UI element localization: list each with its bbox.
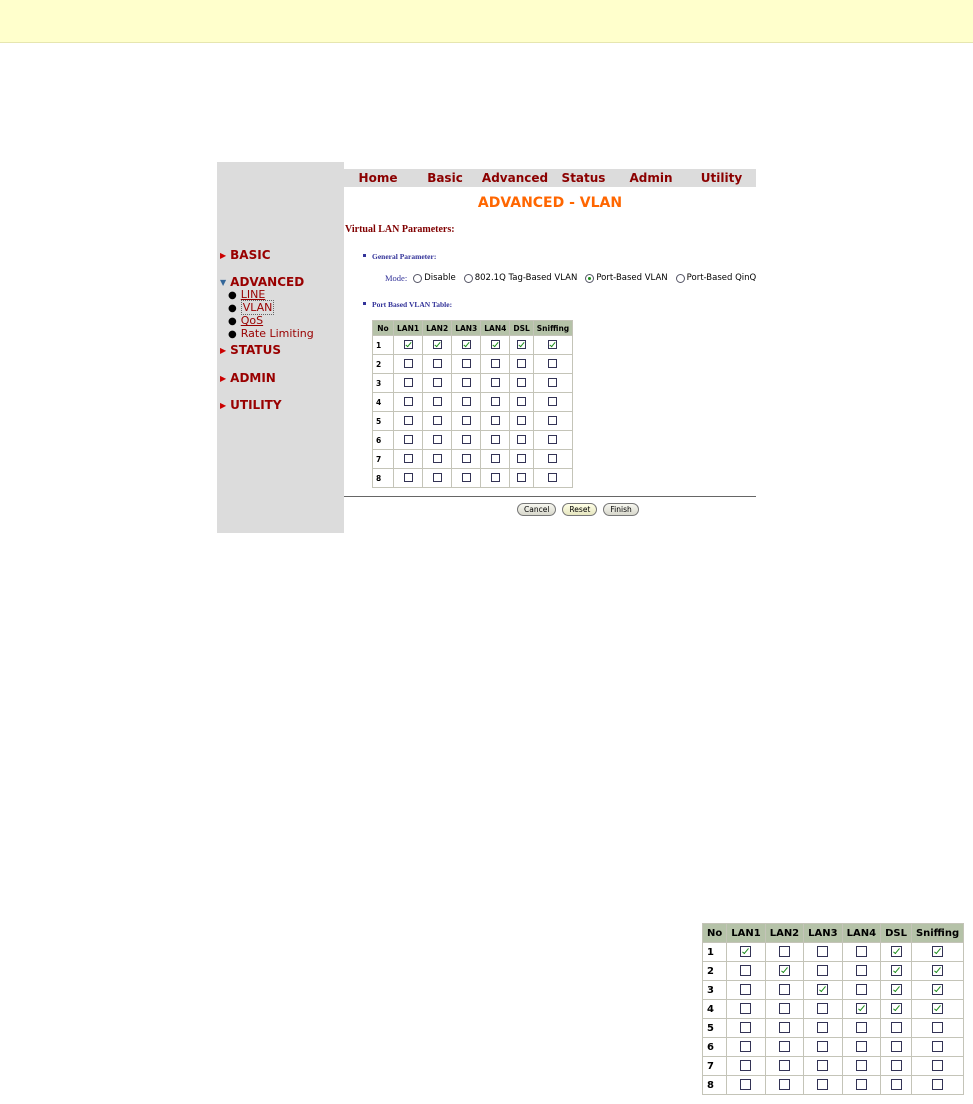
table-cell [481,431,509,449]
table-cell [534,450,572,468]
checkbox[interactable] [891,1041,902,1052]
table-cell [394,374,422,392]
table-cell [534,355,572,373]
checkbox[interactable] [517,397,526,406]
column-header: DSL [881,924,911,942]
table-row [703,1076,963,1094]
table-cell [881,1057,911,1075]
table-cell [843,1057,880,1075]
checkbox[interactable] [404,359,413,368]
row-number: 1 [373,336,393,354]
table-cell [452,374,480,392]
table-cell [843,943,880,961]
checkbox[interactable] [491,435,500,444]
table-cell [510,450,532,468]
table-cell [394,412,422,430]
radio-button-selected[interactable] [585,274,594,283]
column-header: LAN2 [766,924,803,942]
table-cell [766,1057,803,1075]
table-cell [452,450,480,468]
checkbox[interactable] [856,946,867,957]
table-cell [727,981,764,999]
checkbox[interactable] [491,473,500,482]
table-cell [510,412,532,430]
checkbox[interactable] [932,1060,943,1071]
sidebar-item-advanced[interactable] [220,275,304,289]
checkbox[interactable] [548,473,557,482]
row-number: 4 [373,393,393,411]
arrow-right-icon: ▶ [220,346,227,355]
table-row [373,374,572,392]
checkbox[interactable] [517,359,526,368]
checkbox[interactable] [491,397,500,406]
row-number: 8 [703,1076,726,1094]
table-cell [534,469,572,487]
port-vlan-table-container [372,320,573,488]
checkbox[interactable] [548,454,557,463]
checkbox[interactable] [462,416,471,425]
sidebar-subitem-vlan[interactable]: ● VLAN [228,301,273,314]
sidebar-subitem-qos[interactable]: ● QoS [228,314,264,327]
sidebar-item-label: STATUS [230,343,281,357]
column-header: LAN2 [423,321,451,335]
checkbox[interactable] [404,435,413,444]
table-cell [510,393,532,411]
document-header-band [0,0,973,43]
checkbox[interactable] [817,1079,828,1090]
column-header: LAN1 [394,321,422,335]
checkbox[interactable] [817,1060,828,1071]
checkbox-checked[interactable] [740,946,751,957]
row-number: 7 [703,1057,726,1075]
table-cell [804,1057,841,1075]
arrow-down-icon: ▼ [220,278,227,287]
table-cell [423,450,451,468]
table-cell [481,393,509,411]
checkbox[interactable] [779,1079,790,1090]
checkbox-checked[interactable] [517,340,526,349]
column-header: No [703,924,726,942]
table-cell [912,943,963,961]
arrow-right-icon: ▶ [220,401,227,410]
checkbox-checked[interactable] [932,965,943,976]
general-parameter-heading: General Parameter: [363,252,436,261]
table-cell [727,1000,764,1018]
table-cell [766,1019,803,1037]
table-cell [423,412,451,430]
table-cell [727,962,764,980]
reset-button[interactable]: Reset [562,503,597,516]
checkbox[interactable] [548,416,557,425]
table-cell [534,431,572,449]
sidebar-item-label: ADVANCED [230,275,305,289]
table-cell [912,1038,963,1056]
checkbox[interactable] [740,1022,751,1033]
table-row [703,962,963,980]
table-cell [510,374,532,392]
checkbox[interactable] [517,454,526,463]
table-cell [881,1000,911,1018]
table-cell [452,469,480,487]
table-cell [766,981,803,999]
checkbox-checked[interactable] [548,340,557,349]
column-header: LAN1 [727,924,764,942]
table-row [703,1019,963,1037]
checkbox[interactable] [856,1079,867,1090]
column-header: LAN3 [452,321,480,335]
checkbox-checked[interactable] [891,965,902,976]
sidebar-item-label: BASIC [230,248,271,262]
table-cell [423,469,451,487]
section-title: Virtual LAN Parameters: [345,224,455,235]
table-cell [510,469,532,487]
button-bar [517,503,639,516]
checkbox[interactable] [517,378,526,387]
table-row [373,469,572,487]
checkbox-checked[interactable] [932,1003,943,1014]
checkbox[interactable] [779,946,790,957]
nav-status[interactable]: Status [561,171,606,185]
checkbox-checked[interactable] [891,1003,902,1014]
router-web-ui-screenshot [217,162,756,533]
checkbox[interactable] [740,965,751,976]
checkbox[interactable] [779,984,790,995]
table-cell [804,1038,841,1056]
table-cell [452,393,480,411]
checkbox-checked[interactable] [404,340,413,349]
column-header: DSL [510,321,532,335]
table-row [373,450,572,468]
table-cell [727,943,764,961]
table-cell [394,355,422,373]
bullet-icon: ● [228,316,237,327]
table-cell [452,355,480,373]
table-cell [843,981,880,999]
checkbox[interactable] [891,1079,902,1090]
checkbox[interactable] [404,416,413,425]
table-cell [452,431,480,449]
checkbox[interactable] [491,378,500,387]
bullet-icon: ● [228,303,237,314]
checkbox[interactable] [433,435,442,444]
table-cell [534,393,572,411]
table-cell [912,1076,963,1094]
checkbox[interactable] [462,473,471,482]
checkbox[interactable] [433,397,442,406]
checkbox-checked[interactable] [932,984,943,995]
checkbox[interactable] [433,416,442,425]
row-number: 6 [703,1038,726,1056]
sidebar-item-basic[interactable] [220,248,271,262]
checkbox[interactable] [462,378,471,387]
table-cell [912,1057,963,1075]
table-cell [452,336,480,354]
table-cell [881,1019,911,1037]
table-cell [727,1038,764,1056]
table-row [373,336,572,354]
checkbox[interactable] [548,359,557,368]
checkbox[interactable] [817,1003,828,1014]
table-cell [843,1000,880,1018]
checkbox[interactable] [779,1041,790,1052]
table-cell [881,981,911,999]
table-cell [394,336,422,354]
sidebar-item-admin[interactable] [220,371,276,385]
row-number: 2 [373,355,393,373]
checkbox[interactable] [856,1022,867,1033]
table-cell [534,374,572,392]
checkbox[interactable] [517,473,526,482]
mode-label: Mode: [385,273,408,283]
checkbox[interactable] [548,435,557,444]
checkbox[interactable] [932,1022,943,1033]
table-cell [766,943,803,961]
checkbox[interactable] [891,1060,902,1071]
table-row [703,1000,963,1018]
table-row [703,981,963,999]
table-cell [881,962,911,980]
table-cell [394,450,422,468]
row-number: 1 [703,943,726,961]
table-cell [481,469,509,487]
sidebar-item-status[interactable] [220,343,281,357]
table-cell [804,1000,841,1018]
arrow-right-icon: ▶ [220,374,227,383]
checkbox[interactable] [462,359,471,368]
mode-selector [385,273,764,283]
table-cell [843,962,880,980]
checkbox-checked[interactable] [817,984,828,995]
checkbox[interactable] [462,435,471,444]
table-cell [766,1076,803,1094]
row-number: 5 [703,1019,726,1037]
table-row [373,355,572,373]
table-cell [394,469,422,487]
checkbox[interactable] [856,1041,867,1052]
table-cell [534,412,572,430]
checkbox[interactable] [856,965,867,976]
mode-option-port-based-qinq[interactable]: Port-Based QinQ [676,273,757,283]
table-cell [452,412,480,430]
nav-advanced[interactable]: Advanced [481,171,549,185]
mode-option-disable[interactable]: Disable [413,273,456,283]
bullet-icon: ● [228,329,237,340]
radio-button[interactable] [413,274,422,283]
example-table-container [702,923,964,1095]
row-number: 2 [703,962,726,980]
checkbox[interactable] [817,1022,828,1033]
table-row [703,1057,963,1075]
checkbox[interactable] [740,984,751,995]
table-cell [766,962,803,980]
table-row [373,393,572,411]
checkbox-checked[interactable] [462,340,471,349]
mode-option-tag-based[interactable]: 802.1Q Tag-Based VLAN [464,273,578,283]
square-bullet-icon [363,254,366,257]
checkbox[interactable] [404,378,413,387]
nav-basic[interactable]: Basic [427,171,463,185]
table-cell [766,1038,803,1056]
vlan-table-heading: Port Based VLAN Table: [363,300,452,309]
checkbox[interactable] [740,1041,751,1052]
checkbox-checked[interactable] [779,965,790,976]
checkbox[interactable] [517,416,526,425]
table-cell [912,962,963,980]
table-cell [423,431,451,449]
checkbox[interactable] [740,1060,751,1071]
table-cell [481,374,509,392]
checkbox-checked[interactable] [891,946,902,957]
table-row [373,431,572,449]
checkbox[interactable] [433,473,442,482]
table-cell [510,336,532,354]
row-number: 6 [373,431,393,449]
checkbox[interactable] [491,416,500,425]
table-row [373,412,572,430]
checkbox[interactable] [817,965,828,976]
row-number: 3 [373,374,393,392]
row-number: 8 [373,469,393,487]
checkbox-checked[interactable] [433,340,442,349]
column-header: LAN4 [843,924,880,942]
table-cell [843,1019,880,1037]
checkbox-checked[interactable] [932,946,943,957]
page-title: ADVANCED - VLAN [477,195,623,211]
top-nav [344,169,756,187]
sidebar-item-utility[interactable] [220,398,282,412]
nav-home[interactable]: Home [358,171,398,185]
checkbox[interactable] [779,1060,790,1071]
table-cell [804,1019,841,1037]
table-cell [727,1076,764,1094]
column-header: LAN3 [804,924,841,942]
table-cell [423,355,451,373]
table-cell [912,1019,963,1037]
sidebar [217,162,344,533]
bullet-icon: ● [228,290,237,301]
table-cell [481,412,509,430]
table-cell [481,336,509,354]
checkbox[interactable] [462,397,471,406]
checkbox[interactable] [548,397,557,406]
checkbox[interactable] [856,984,867,995]
checkbox[interactable] [932,1041,943,1052]
arrow-right-icon: ▶ [220,251,227,260]
sidebar-subitem-rate-limiting[interactable]: ● Rate Limiting [228,327,314,340]
example-vlan-table [702,923,964,1095]
table-cell [881,943,911,961]
table-cell [727,1057,764,1075]
divider [344,496,756,497]
checkbox[interactable] [462,454,471,463]
row-number: 3 [703,981,726,999]
table-cell [843,1076,880,1094]
checkbox[interactable] [740,1003,751,1014]
table-cell [912,981,963,999]
sidebar-subitem-line[interactable]: ● LINE [228,288,266,301]
table-cell [534,336,572,354]
column-header: LAN4 [481,321,509,335]
row-number: 7 [373,450,393,468]
checkbox[interactable] [404,454,413,463]
checkbox[interactable] [779,1003,790,1014]
sidebar-item-label: ADMIN [230,371,276,385]
checkbox-checked[interactable] [891,984,902,995]
checkbox-checked[interactable] [856,1003,867,1014]
table-cell [843,1038,880,1056]
column-header: Sniffing [534,321,572,335]
table-cell [481,450,509,468]
radio-button[interactable] [676,274,685,283]
table-cell [727,1019,764,1037]
table-cell [804,1076,841,1094]
checkbox[interactable] [491,454,500,463]
table-cell [804,943,841,961]
table-cell [423,336,451,354]
checkbox[interactable] [891,1022,902,1033]
table-cell [394,431,422,449]
table-cell [481,355,509,373]
table-cell [804,962,841,980]
column-header: No [373,321,393,335]
checkbox[interactable] [856,1060,867,1071]
checkbox[interactable] [740,1079,751,1090]
checkbox[interactable] [817,946,828,957]
table-cell [881,1076,911,1094]
checkbox-checked[interactable] [491,340,500,349]
table-cell [510,355,532,373]
table-cell [423,374,451,392]
cancel-button[interactable]: Cancel [517,503,556,516]
square-bullet-icon [363,302,366,305]
table-cell [912,1000,963,1018]
finish-button[interactable]: Finish [603,503,638,516]
nav-admin[interactable]: Admin [629,171,673,185]
radio-button[interactable] [464,274,473,283]
checkbox[interactable] [433,359,442,368]
checkbox[interactable] [433,454,442,463]
checkbox[interactable] [404,473,413,482]
table-cell [881,1038,911,1056]
sidebar-item-label: UTILITY [230,398,282,412]
table-row [703,943,963,961]
table-row [703,1038,963,1056]
checkbox[interactable] [433,378,442,387]
checkbox[interactable] [404,397,413,406]
row-number: 4 [703,1000,726,1018]
checkbox[interactable] [517,435,526,444]
checkbox[interactable] [932,1079,943,1090]
column-header: Sniffing [912,924,963,942]
checkbox[interactable] [491,359,500,368]
nav-utility[interactable]: Utility [700,171,743,185]
checkbox[interactable] [548,378,557,387]
table-cell [510,431,532,449]
row-number: 5 [373,412,393,430]
table-cell [766,1000,803,1018]
table-cell [394,393,422,411]
table-cell [804,981,841,999]
checkbox[interactable] [817,1041,828,1052]
port-vlan-table [372,320,573,488]
checkbox[interactable] [779,1022,790,1033]
mode-option-port-based[interactable]: Port-Based VLAN [585,273,667,283]
table-cell [423,393,451,411]
